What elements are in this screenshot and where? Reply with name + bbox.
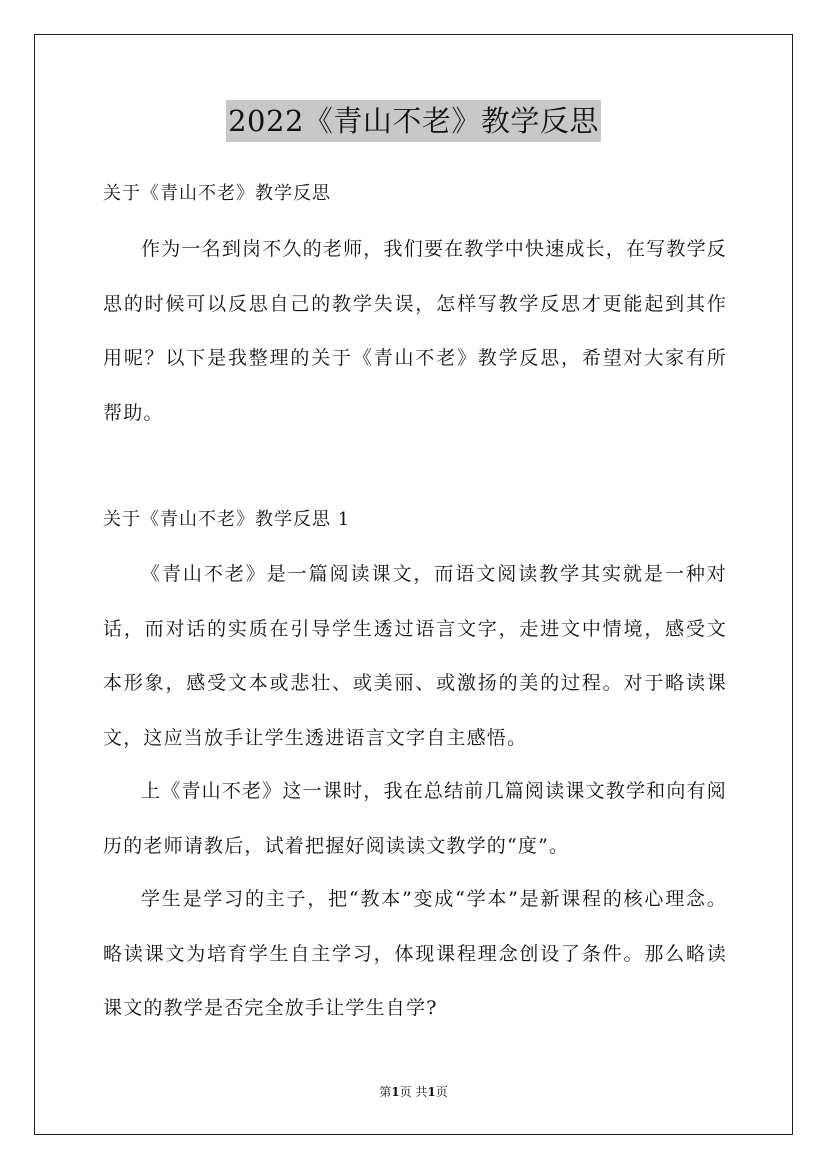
footer-suffix: 页 [435,1085,448,1099]
footer-total-pages: 1 [427,1085,436,1099]
section1-paragraph-2: 上《青山不老》这一课时，我在总结前几篇阅读课文教学和向有阅历的老师请教后，试着把握好阅读读文教学的“度”。 [103,780,727,857]
footer-prefix: 第 [379,1085,392,1099]
page-footer [0,1084,827,1100]
intro-heading: 关于《青山不老》教学反思 [103,183,331,204]
section1-paragraph-1: 《青山不老》是一篇阅读课文，而语文阅读教学其实就是一种对话，而对话的实质在引导学生透过语言文字，走进文中情境，感受文本形象，感受文本或悲壮、或美丽、或激扬的美的过程。对于略读课文，这应当放手让学生透进语言文字自主感悟。 [103,563,727,749]
footer-middle: 页 共 [399,1085,428,1099]
document-title-text: 2022《青山不老》教学反思 [226,100,601,142]
intro-paragraph: 作为一名到岗不久的老师，我们要在教学中快速成长，在写教学反思的时候可以反思自己的教学失误，怎样写教学反思才更能起到其作用呢？以下是我整理的关于《青山不老》教学反思，希望对大家有所帮助。 [103,238,727,424]
footer-page-number: 1 [391,1085,400,1099]
section1-paragraph-3: 学生是学习的主子，把“教本”变成“学本”是新课程的核心理念。略读课文为培育学生自主学习，体现课程理念创设了条件。那么略读课文的教学是否完全放手让学生自学? [103,888,727,1019]
section1-heading: 关于《青山不老》教学反思 1 [103,509,351,530]
document-title [0,100,827,142]
